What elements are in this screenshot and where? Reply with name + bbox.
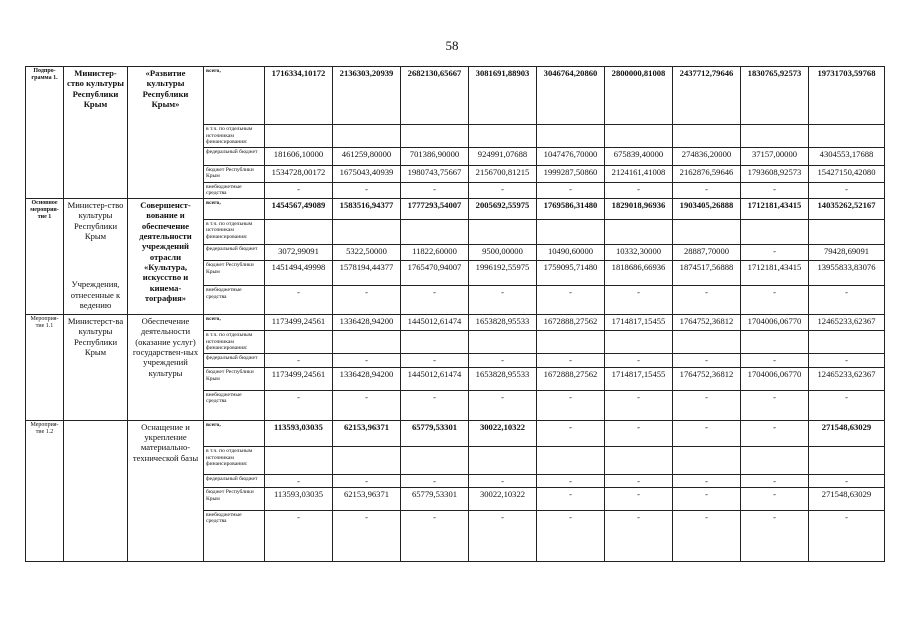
table-row — [26, 199, 885, 220]
value-cell: 12465233,62367 — [809, 314, 885, 330]
value-cell: 1445012,61474 — [401, 368, 469, 391]
value-cell: 1829018,96936 — [605, 199, 673, 220]
value-cell: 19731703,59768 — [809, 67, 885, 125]
value-cell — [265, 125, 333, 148]
value-cell: 2162876,59646 — [673, 165, 741, 182]
responsible-cell — [64, 67, 128, 199]
responsible-cell — [64, 199, 128, 315]
funding-source-label: федеральный бюджет — [204, 245, 265, 261]
value-cell — [537, 447, 605, 475]
value-cell: - — [605, 420, 673, 447]
value-cell — [809, 219, 885, 244]
value-cell: 37157,00000 — [741, 148, 809, 165]
value-cell: 4304553,17688 — [809, 148, 885, 165]
value-cell: - — [469, 286, 537, 315]
program-name: Обеспечение деятельности (оказание услуг) государствен-ных учреждений культуры — [128, 314, 204, 420]
value-cell: - — [265, 510, 333, 561]
value-cell: 1777293,54007 — [401, 199, 469, 220]
value-cell: - — [673, 488, 741, 511]
value-cell — [333, 219, 401, 244]
value-cell — [741, 219, 809, 244]
value-cell: 1793608,92573 — [741, 165, 809, 182]
value-cell: - — [673, 420, 741, 447]
value-cell: 1704006,06770 — [741, 314, 809, 330]
value-cell: 1874517,56888 — [673, 261, 741, 286]
value-cell: 1672888,27562 — [537, 314, 605, 330]
value-cell: 1672888,27562 — [537, 368, 605, 391]
responsible-executor: Министер-ство культуры Республики Крым — [67, 68, 124, 109]
value-cell: - — [673, 390, 741, 420]
value-cell: - — [741, 354, 809, 368]
responsible-cell — [64, 314, 128, 420]
value-cell: 10490,60000 — [537, 245, 605, 261]
value-cell — [809, 125, 885, 148]
value-cell: 461259,80000 — [333, 148, 401, 165]
value-cell: - — [469, 354, 537, 368]
value-cell: - — [673, 354, 741, 368]
program-name: Оснащение и укрепление материально-технической базы — [128, 420, 204, 561]
value-cell: - — [401, 354, 469, 368]
value-cell: - — [265, 182, 333, 198]
value-cell — [469, 447, 537, 475]
value-cell: - — [605, 510, 673, 561]
value-cell: 924991,07688 — [469, 148, 537, 165]
value-cell: - — [265, 354, 333, 368]
value-cell: 2800000,81008 — [605, 67, 673, 125]
value-cell: - — [809, 474, 885, 487]
funding-source-label: всего, — [204, 420, 265, 447]
value-cell — [469, 125, 537, 148]
value-cell: 30022,10322 — [469, 420, 537, 447]
value-cell: 1583516,94377 — [333, 199, 401, 220]
value-cell — [673, 447, 741, 475]
value-cell: - — [401, 182, 469, 198]
value-cell: - — [673, 182, 741, 198]
value-cell: 2005692,55975 — [469, 199, 537, 220]
value-cell — [741, 331, 809, 354]
value-cell: 62153,96371 — [333, 420, 401, 447]
value-cell: - — [537, 510, 605, 561]
value-cell: 1903405,26888 — [673, 199, 741, 220]
value-cell: 1173499,24561 — [265, 368, 333, 391]
value-cell: 1999287,50860 — [537, 165, 605, 182]
value-cell: 1653828,95533 — [469, 314, 537, 330]
value-cell: 1996192,55975 — [469, 261, 537, 286]
value-cell — [401, 447, 469, 475]
value-cell: 1454567,49089 — [265, 199, 333, 220]
value-cell: 10332,30000 — [605, 245, 673, 261]
value-cell — [605, 219, 673, 244]
value-cell — [333, 447, 401, 475]
value-cell: 11822,60000 — [401, 245, 469, 261]
value-cell: 1764752,36812 — [673, 314, 741, 330]
value-cell: 271548,63029 — [809, 420, 885, 447]
value-cell: 1445012,61474 — [401, 314, 469, 330]
value-cell: 1830765,92573 — [741, 67, 809, 125]
value-cell: 1980743,75667 — [401, 165, 469, 182]
value-cell — [673, 219, 741, 244]
value-cell: - — [809, 390, 885, 420]
value-cell: - — [469, 182, 537, 198]
value-cell — [265, 219, 333, 244]
responsible-cell — [64, 420, 128, 561]
value-cell: - — [605, 488, 673, 511]
value-cell: 13955833,83076 — [809, 261, 885, 286]
value-cell: 1451494,49998 — [265, 261, 333, 286]
funding-source-label: всего, — [204, 314, 265, 330]
value-cell: - — [673, 286, 741, 315]
value-cell: - — [333, 474, 401, 487]
value-cell: - — [401, 390, 469, 420]
value-cell: - — [333, 182, 401, 198]
value-cell: - — [673, 474, 741, 487]
value-cell — [741, 125, 809, 148]
funding-source-label: всего, — [204, 199, 265, 220]
value-cell: - — [469, 510, 537, 561]
value-cell: 1769586,31480 — [537, 199, 605, 220]
value-cell: 65779,53301 — [401, 420, 469, 447]
value-cell: - — [333, 354, 401, 368]
value-cell: - — [401, 286, 469, 315]
funding-source-label: внебюджетные средства — [204, 510, 265, 561]
value-cell: - — [605, 390, 673, 420]
value-cell: 15427150,42080 — [809, 165, 885, 182]
program-name: Совершенст-вование и обеспечение деятельности учреждений отрасли «Культура, искусство и кинема-тография» — [128, 199, 204, 315]
value-cell: - — [265, 390, 333, 420]
section-code: Подпро-грамма 1. — [26, 67, 64, 199]
value-cell: - — [265, 286, 333, 315]
responsible-executor: Министер-ство культуры Республики Крым — [67, 200, 124, 242]
value-cell: 675839,40000 — [605, 148, 673, 165]
value-cell: - — [333, 510, 401, 561]
value-cell: 2156700,81215 — [469, 165, 537, 182]
value-cell: 12465233,62367 — [809, 368, 885, 391]
value-cell — [469, 331, 537, 354]
value-cell: - — [741, 420, 809, 447]
value-cell: 1336428,94200 — [333, 368, 401, 391]
value-cell: - — [537, 354, 605, 368]
table-row — [26, 314, 885, 330]
value-cell: 181606,10000 — [265, 148, 333, 165]
value-cell: - — [741, 488, 809, 511]
funding-source-label: в т.ч. по отдельным источникам финансирования: — [204, 331, 265, 354]
value-cell: 1704006,06770 — [741, 368, 809, 391]
value-cell: 1675043,40939 — [333, 165, 401, 182]
value-cell: 79428,69091 — [809, 245, 885, 261]
value-cell: 1712181,43415 — [741, 261, 809, 286]
value-cell — [605, 447, 673, 475]
value-cell: 2437712,79646 — [673, 67, 741, 125]
page-number: 58 — [445, 38, 459, 53]
funding-source-label: внебюджетные средства — [204, 390, 265, 420]
value-cell: - — [809, 182, 885, 198]
value-cell — [673, 331, 741, 354]
responsible-executor: Министерст-ва культуры Республики Крым — [67, 315, 124, 357]
value-cell: - — [741, 182, 809, 198]
value-cell — [605, 331, 673, 354]
value-cell: - — [469, 474, 537, 487]
value-cell: - — [333, 286, 401, 315]
funding-source-label: федеральный бюджет — [204, 354, 265, 368]
value-cell: - — [537, 182, 605, 198]
value-cell: 1716334,10172 — [265, 67, 333, 125]
funding-source-label: бюджет Республики Крым — [204, 165, 265, 182]
value-cell: 14035262,52167 — [809, 199, 885, 220]
value-cell: 9500,00000 — [469, 245, 537, 261]
value-cell: 1714817,15455 — [605, 314, 673, 330]
funding-source-label: бюджет Республики Крым — [204, 261, 265, 286]
value-cell: 1047476,70000 — [537, 148, 605, 165]
value-cell: 2682130,65667 — [401, 67, 469, 125]
value-cell: - — [469, 390, 537, 420]
value-cell: - — [401, 474, 469, 487]
value-cell: 3046764,20860 — [537, 67, 605, 125]
value-cell: 1765470,94007 — [401, 261, 469, 286]
value-cell — [401, 331, 469, 354]
value-cell — [401, 219, 469, 244]
value-cell — [537, 125, 605, 148]
value-cell: 5322,50000 — [333, 245, 401, 261]
value-cell — [537, 331, 605, 354]
section-code: Мероприя-тие 1.2 — [26, 420, 64, 561]
funding-source-label: бюджет Республики Крым — [204, 368, 265, 391]
section-code: Основное мероприя-тие 1 — [26, 199, 64, 315]
value-cell — [401, 125, 469, 148]
value-cell: 30022,10322 — [469, 488, 537, 511]
responsible-extra: Учреждения, отнесенные к ведению — [70, 279, 121, 310]
value-cell: - — [537, 390, 605, 420]
table-row — [26, 67, 885, 125]
value-cell: - — [741, 286, 809, 315]
value-cell: - — [537, 286, 605, 315]
value-cell: 1714817,15455 — [605, 368, 673, 391]
value-cell: 3072,99091 — [265, 245, 333, 261]
funding-source-label: всего, — [204, 67, 265, 125]
value-cell — [333, 125, 401, 148]
value-cell: - — [741, 390, 809, 420]
value-cell: - — [537, 488, 605, 511]
value-cell: - — [537, 474, 605, 487]
value-cell: 1653828,95533 — [469, 368, 537, 391]
value-cell: - — [401, 510, 469, 561]
value-cell: 1578194,44377 — [333, 261, 401, 286]
funding-source-label: в т.ч. по отдельным источникам финансирования: — [204, 219, 265, 244]
value-cell: 1534728,00172 — [265, 165, 333, 182]
value-cell — [673, 125, 741, 148]
funding-source-label: внебюджетные средства — [204, 286, 265, 315]
value-cell: - — [333, 390, 401, 420]
value-cell: - — [741, 474, 809, 487]
value-cell — [469, 219, 537, 244]
value-cell: 28887,70000 — [673, 245, 741, 261]
value-cell: 701386,90000 — [401, 148, 469, 165]
table-row — [26, 420, 885, 447]
funding-source-label: бюджет Республики Крым — [204, 488, 265, 511]
value-cell: - — [265, 474, 333, 487]
value-cell: - — [673, 510, 741, 561]
value-cell — [605, 125, 673, 148]
value-cell: - — [741, 510, 809, 561]
value-cell: 2124161,41008 — [605, 165, 673, 182]
value-cell: 3081691,88903 — [469, 67, 537, 125]
funding-source-label: в т.ч. по отдельным источникам финансирования: — [204, 125, 265, 148]
value-cell: 1764752,36812 — [673, 368, 741, 391]
value-cell: 1712181,43415 — [741, 199, 809, 220]
value-cell: 1759095,71480 — [537, 261, 605, 286]
value-cell: - — [605, 286, 673, 315]
budget-table — [25, 66, 885, 562]
value-cell: - — [809, 510, 885, 561]
value-cell: - — [741, 245, 809, 261]
value-cell: 1818686,66936 — [605, 261, 673, 286]
value-cell — [809, 447, 885, 475]
value-cell: 2136303,20939 — [333, 67, 401, 125]
value-cell: 62153,96371 — [333, 488, 401, 511]
value-cell: 65779,53301 — [401, 488, 469, 511]
section-code: Мероприя-тие 1.1 — [26, 314, 64, 420]
value-cell: 271548,63029 — [809, 488, 885, 511]
value-cell — [741, 447, 809, 475]
value-cell: 113593,03035 — [265, 488, 333, 511]
value-cell: - — [809, 286, 885, 315]
value-cell: - — [537, 420, 605, 447]
value-cell: 1173499,24561 — [265, 314, 333, 330]
program-name: «Развитие культуры Республики Крым» — [128, 67, 204, 199]
value-cell — [333, 331, 401, 354]
funding-source-label: федеральный бюджет — [204, 474, 265, 487]
value-cell: - — [605, 354, 673, 368]
value-cell — [265, 331, 333, 354]
value-cell — [537, 219, 605, 244]
value-cell: - — [809, 354, 885, 368]
value-cell: - — [605, 474, 673, 487]
value-cell: - — [605, 182, 673, 198]
value-cell: 113593,03035 — [265, 420, 333, 447]
value-cell — [809, 331, 885, 354]
value-cell: 1336428,94200 — [333, 314, 401, 330]
value-cell: 274836,20000 — [673, 148, 741, 165]
funding-source-label: внебюджетные средства — [204, 182, 265, 198]
funding-source-label: федеральный бюджет — [204, 148, 265, 165]
funding-source-label: в т.ч. по отдельным источникам финансирования: — [204, 447, 265, 475]
value-cell — [265, 447, 333, 475]
